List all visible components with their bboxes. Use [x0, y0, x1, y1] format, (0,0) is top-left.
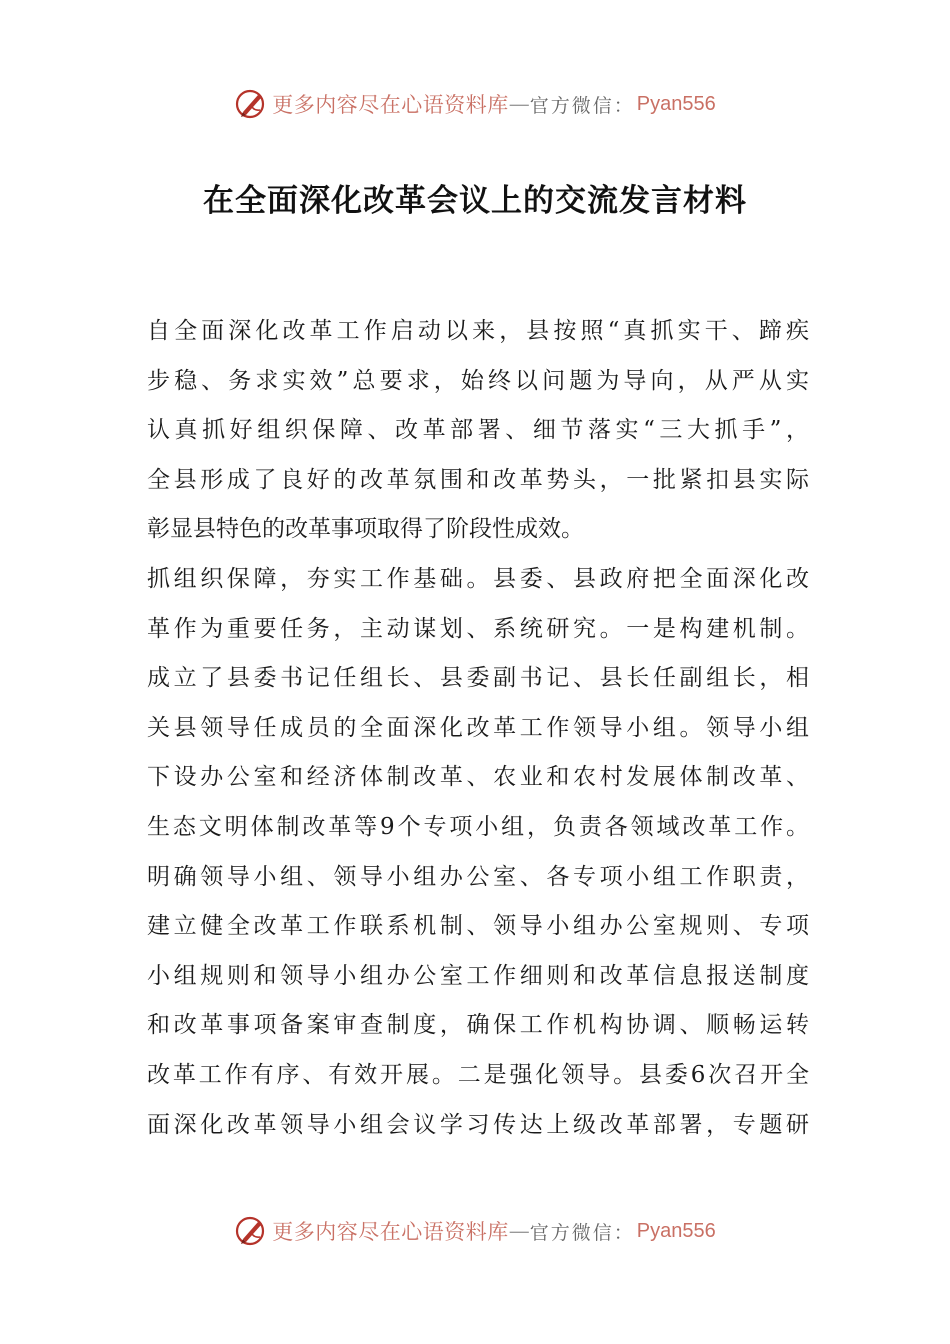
- body-line: 自全面深化改革工作启动以来，县按照“真抓实干、蹄疾: [147, 318, 809, 344]
- body-line: 成立了县委书记任组长、县委副书记、县长任副组长，相: [147, 665, 809, 692]
- body-line: 建立健全改革工作联系机制、领导小组办公室规则、专项: [147, 913, 809, 940]
- body-line: 下设办公室和经济体制改革、农业和农村发展体制改革、: [147, 764, 809, 791]
- body-line: 抓组织保障，夯实工作基础。县委、县政府把全面深化改: [147, 565, 809, 592]
- body-line: 改革工作有序、有效开展。二是强化领导。县委6次召开全: [147, 1061, 809, 1088]
- body-line: 面深化改革领导小组会议学习传达上级改革部署，专题研: [147, 1111, 809, 1138]
- header-banner: [0, 84, 950, 124]
- body-line: 明确领导小组、领导小组办公室、各专项小组工作职责，: [147, 863, 809, 890]
- body-line: 革作为重要任务，主动谋划、系统研究。一是构建机制。: [147, 615, 809, 642]
- body-line: 小组规则和领导小组办公室工作细则和改革信息报送制度: [147, 962, 809, 989]
- footer-banner: [0, 1211, 950, 1251]
- banner-wechat-label: 官方微信：: [529, 1221, 635, 1244]
- pen-circle-logo-icon: [234, 1214, 268, 1248]
- body-line: 和改革事项备案审查制度，确保工作机构协调、顺畅运转: [147, 1012, 809, 1039]
- banner-dash: —: [508, 92, 530, 116]
- banner-wechat-id: Pyan556: [636, 1219, 716, 1242]
- banner-dash: —: [508, 1219, 530, 1243]
- pen-circle-logo-icon: [234, 87, 268, 121]
- banner-slogan: 更多内容尽在心语资料库: [272, 1220, 509, 1244]
- document-body: [147, 307, 809, 1150]
- body-line: 关县领导任成员的全面深化改革工作领导小组。领导小组: [147, 714, 809, 741]
- body-line: 全县形成了良好的改革氛围和改革势头，一批紧扣县实际: [147, 466, 809, 493]
- document-title: 在全面深化改革会议上的交流发言材料: [203, 183, 747, 219]
- banner-slogan: 更多内容尽在心语资料库: [272, 93, 509, 117]
- body-line: 生态文明体制改革等9个专项小组，负责各领域改革工作。: [147, 813, 809, 840]
- banner-wechat-label: 官方微信：: [529, 94, 635, 117]
- body-line: 彰显县特色的改革事项取得了阶段性成效。: [147, 516, 584, 543]
- body-line: 步稳、务求实效”总要求，始终以问题为导向，从严从实: [147, 367, 809, 394]
- body-line: 认真抓好组织保障、改革部署、细节落实“三大抓手”，: [147, 417, 809, 444]
- banner-wechat-id: Pyan556: [636, 92, 716, 115]
